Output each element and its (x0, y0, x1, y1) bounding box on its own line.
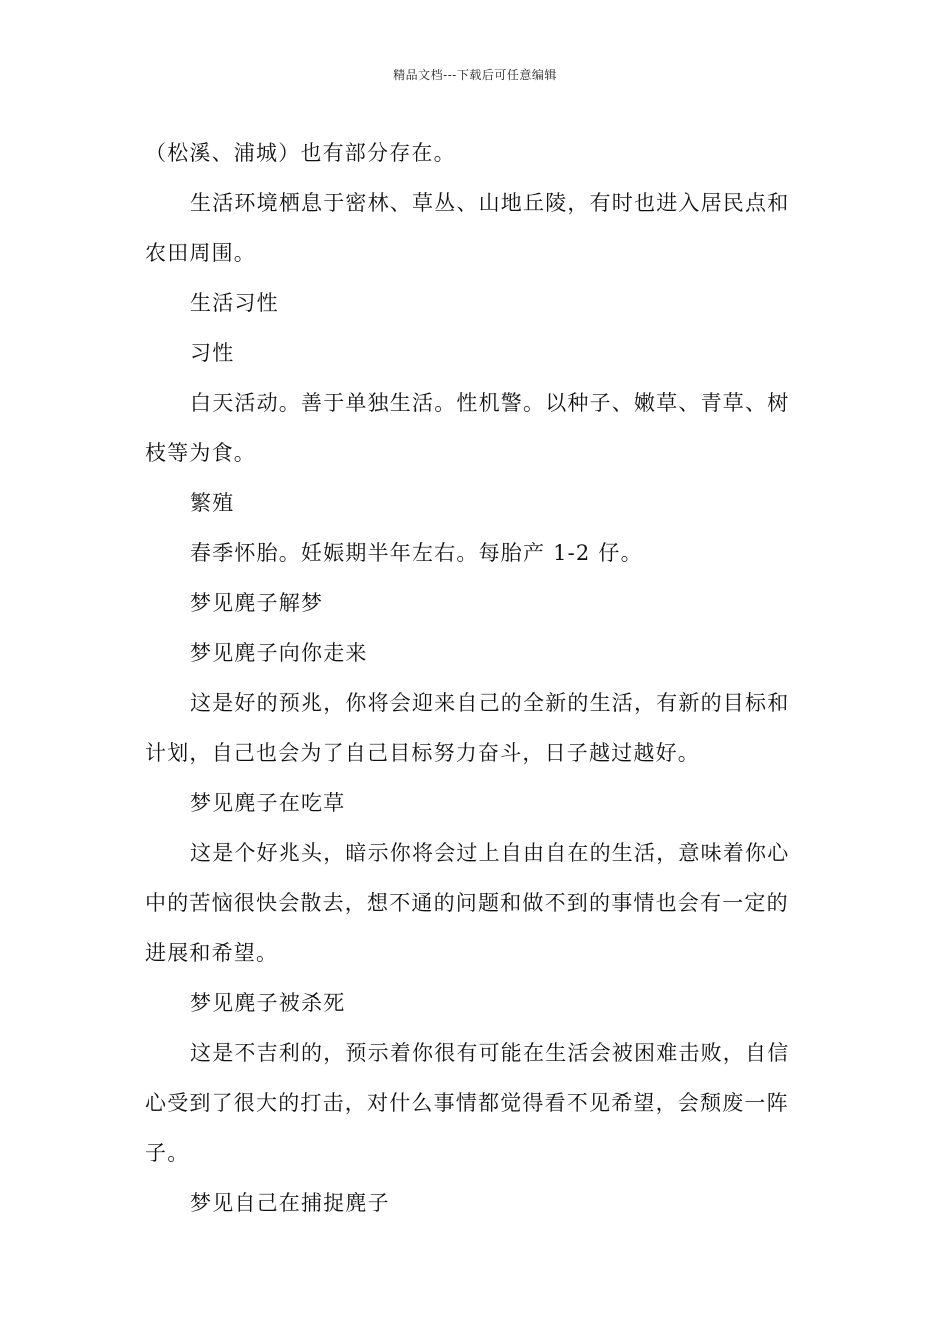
subsection-heading: 梦见麂子在吃草 (190, 791, 346, 815)
text-line: （松溪、浦城）也有部分存在。 (145, 141, 456, 165)
text-line: 中的苦恼很快会散去，想不通的问题和做不到的事情也会有一定的 (145, 891, 789, 915)
text-line: 计划，自己也会为了自己目标努力奋斗，日子越过越好。 (145, 741, 700, 765)
text-line: 这是好的预兆，你将会迎来自己的全新的生活，有新的目标和 (190, 691, 790, 715)
text-line: 子。 (145, 1141, 190, 1165)
text-line: 农田周围。 (145, 241, 256, 265)
text-line: 这是个好兆头，暗示你将会过上自由自在的生活，意味着你心 (190, 841, 790, 865)
section-heading: 生活习性 (190, 291, 279, 315)
page-header: 精品文档---下载后可任意编辑 (393, 68, 557, 82)
section-heading: 梦见麂子解梦 (190, 591, 324, 615)
text-line: 进展和希望。 (145, 941, 279, 965)
document-body (145, 128, 810, 1228)
subsection-heading: 梦见麂子被杀死 (190, 991, 346, 1015)
subsection-heading: 梦见麂子向你走来 (190, 641, 368, 665)
text-line: 春季怀胎。妊娠期半年左右。每胎产 1-2 仔。 (190, 541, 643, 565)
subsection-heading: 梦见自己在捕捉麂子 (190, 1191, 390, 1215)
subsection-heading: 习性 (190, 341, 235, 365)
text-line: 这是不吉利的，预示着你很有可能在生活会被困难击败，自信 (190, 1041, 790, 1065)
text-line: 枝等为食。 (145, 441, 256, 465)
text-line: 生活环境栖息于密林、草丛、山地丘陵，有时也进入居民点和 (190, 191, 790, 215)
subsection-heading: 繁殖 (190, 491, 235, 515)
text-line: 白天活动。善于单独生活。性机警。以种子、嫩草、青草、树 (190, 391, 790, 415)
text-line: 心受到了很大的打击，对什么事情都觉得看不见希望，会颓废一阵 (145, 1091, 789, 1115)
